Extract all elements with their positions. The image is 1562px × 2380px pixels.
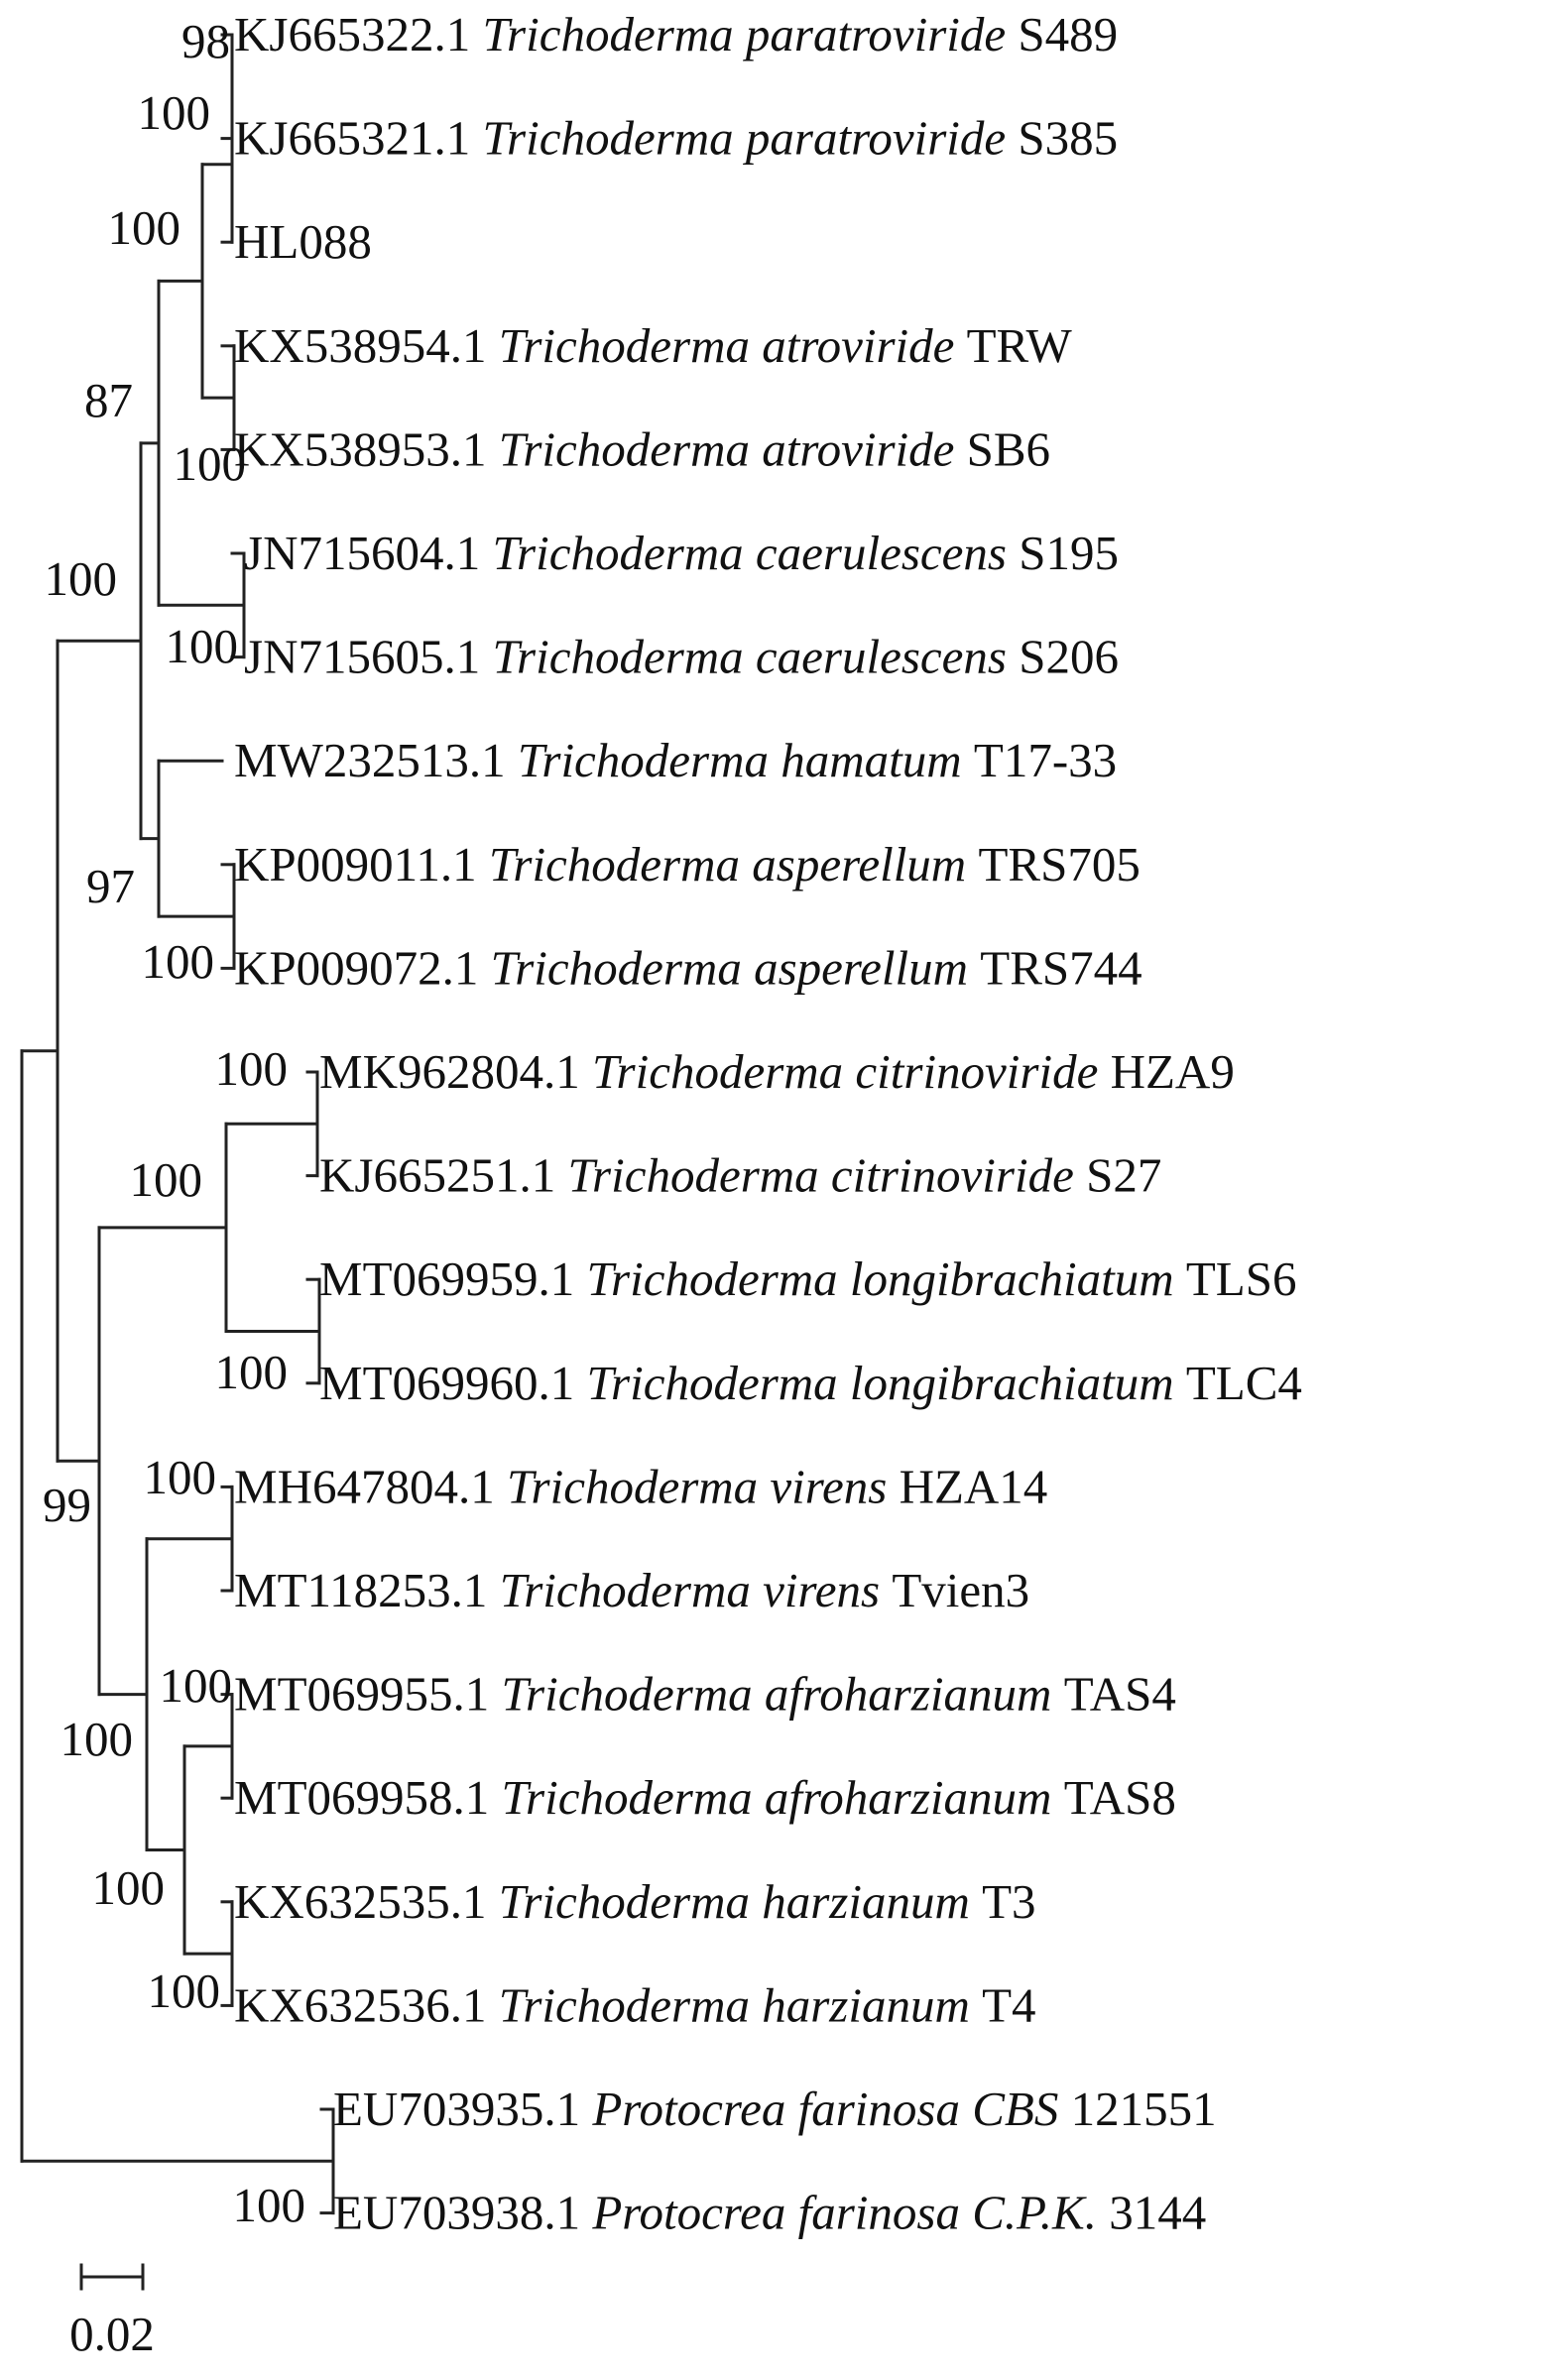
taxon-species: Protocrea farinosa CBS [592, 2082, 1071, 2136]
bootstrap-value: 100 [107, 200, 180, 255]
bootstrap-value: 100 [214, 1345, 288, 1399]
taxon-label [234, 1977, 1036, 2032]
bootstrap-value: 100 [214, 1041, 288, 1096]
taxon-label [244, 526, 1119, 580]
taxon-species: Trichoderma atroviride [498, 421, 967, 477]
bootstrap-value: 100 [173, 436, 246, 491]
taxon-label [234, 733, 1117, 787]
taxon-strain: TLS6 [1185, 1251, 1297, 1307]
bootstrap-value: 100 [137, 85, 210, 140]
taxon-strain: 121551 [1070, 2082, 1217, 2136]
taxon-label [333, 2082, 1217, 2136]
taxon-strain: TAS4 [1063, 1666, 1176, 1722]
taxon-strain: S27 [1086, 1147, 1162, 1203]
taxon-species: Trichoderma caerulescens [492, 629, 1020, 684]
taxon-accession: KJ665321.1 [234, 110, 483, 166]
taxon-accession: MT069960.1 [319, 1355, 587, 1410]
taxon-accession: KP009072.1 [234, 940, 491, 996]
taxon-strain: T3 [982, 1873, 1036, 1929]
taxon-species: Trichoderma afroharzianum [501, 1770, 1064, 1826]
taxon-species: Trichoderma asperellum [488, 836, 979, 892]
taxon-strain: TRW [966, 317, 1072, 373]
bootstrap-value: 100 [232, 2178, 305, 2232]
taxon-accession: KJ665322.1 [234, 7, 483, 61]
taxon-strain: S195 [1019, 526, 1119, 580]
taxon-species: Trichoderma citrinoviride [567, 1147, 1087, 1203]
taxon-label [319, 1251, 1296, 1306]
taxon-label [234, 1563, 1029, 1617]
taxon-label [234, 214, 372, 269]
taxon-strain: TAS8 [1063, 1770, 1176, 1826]
taxon-strain: TRS744 [980, 940, 1142, 996]
bootstrap-value: 98 [181, 14, 230, 68]
taxon-accession: MH647804.1 [234, 1459, 507, 1514]
taxon-accession: KX632535.1 [234, 1873, 499, 1929]
taxon-label [234, 1770, 1176, 1825]
taxon-species: Trichoderma virens [499, 1563, 893, 1617]
taxon-accession: KP009011.1 [234, 836, 489, 892]
bootstrap-value: 100 [129, 1152, 202, 1207]
taxon-accession: EU703938.1 [333, 2185, 593, 2240]
taxon-label [319, 1148, 1161, 1203]
taxon-accession: MT069955.1 [234, 1666, 502, 1722]
taxon-species: Trichoderma atroviride [498, 317, 967, 373]
taxon-strain: HL088 [234, 214, 372, 270]
taxon-label [244, 630, 1119, 684]
taxon-species: Trichoderma harzianum [498, 1977, 983, 2033]
taxon-strain: Tvien3 [892, 1563, 1030, 1617]
bootstrap-value: 100 [60, 1712, 133, 1766]
taxon-strain: TLC4 [1185, 1355, 1302, 1410]
scale-bar-label: 0.02 [69, 2307, 155, 2361]
bootstrap-value: 100 [91, 1860, 165, 1915]
taxon-strain: SB6 [966, 421, 1051, 477]
bootstrap-value: 100 [143, 1450, 216, 1504]
taxon-label [319, 1356, 1302, 1410]
taxon-strain: HZA14 [899, 1459, 1048, 1514]
bootstrap-value: 99 [43, 1478, 91, 1532]
taxon-labels [234, 7, 1302, 2240]
taxon-accession: MW232513.1 [234, 733, 518, 788]
bootstrap-value: 100 [141, 934, 214, 989]
taxon-strain: S206 [1019, 629, 1119, 684]
taxon-label [234, 940, 1142, 995]
taxon-accession: KJ665251.1 [319, 1147, 568, 1203]
taxon-species: Trichoderma citrinoviride [591, 1044, 1111, 1099]
taxon-species: Trichoderma asperellum [490, 940, 981, 996]
bootstrap-value: 87 [84, 373, 133, 427]
taxon-species: Trichoderma hamatum [517, 733, 974, 788]
taxon-label [234, 318, 1073, 373]
taxon-label [234, 421, 1050, 476]
taxon-accession: MK962804.1 [319, 1044, 592, 1099]
taxon-species: Trichoderma paratroviride [482, 7, 1019, 61]
taxon-species: Trichoderma longibrachiatum [586, 1355, 1186, 1410]
taxon-accession: JN715604.1 [244, 526, 493, 580]
taxon-species: Protocrea farinosa C.P.K. [592, 2185, 1110, 2240]
taxon-label [234, 837, 1141, 892]
taxon-accession: EU703935.1 [333, 2082, 593, 2136]
taxon-label [234, 1874, 1036, 1929]
taxon-accession: JN715605.1 [244, 629, 493, 684]
taxon-strain: T4 [982, 1977, 1036, 2033]
taxon-label [319, 1044, 1235, 1099]
bootstrap-value: 100 [165, 619, 238, 673]
taxon-label [234, 111, 1118, 166]
taxon-accession: KX538953.1 [234, 421, 499, 477]
bootstrap-value: 100 [147, 1964, 220, 2018]
taxon-species: Trichoderma virens [506, 1459, 900, 1514]
taxon-species: Trichoderma paratroviride [482, 110, 1019, 166]
taxon-species: Trichoderma caerulescens [492, 526, 1020, 580]
taxon-label [234, 7, 1118, 61]
taxon-label [234, 1667, 1176, 1722]
taxon-accession: MT069958.1 [234, 1770, 502, 1826]
taxon-strain: S385 [1018, 110, 1119, 166]
taxon-strain: T17-33 [973, 733, 1118, 788]
taxon-accession: KX632536.1 [234, 1977, 499, 2033]
bootstrap-value: 100 [159, 1658, 232, 1713]
taxon-accession: MT069959.1 [319, 1251, 587, 1307]
taxon-species: Trichoderma longibrachiatum [586, 1251, 1186, 1307]
taxon-accession: MT118253.1 [234, 1563, 500, 1617]
taxon-strain: 3144 [1109, 2185, 1207, 2240]
taxon-species: Trichoderma harzianum [498, 1873, 983, 1929]
taxon-species: Trichoderma afroharzianum [501, 1666, 1064, 1722]
taxon-strain: TRS705 [978, 836, 1141, 892]
taxon-label [234, 1459, 1047, 1513]
taxon-accession: KX538954.1 [234, 317, 499, 373]
scale-bar [69, 2265, 155, 2361]
bootstrap-value: 100 [44, 551, 117, 606]
bootstrap-value: 97 [86, 859, 135, 913]
taxon-label [333, 2186, 1206, 2240]
taxon-strain: HZA9 [1110, 1044, 1235, 1099]
taxon-strain: S489 [1018, 7, 1119, 61]
